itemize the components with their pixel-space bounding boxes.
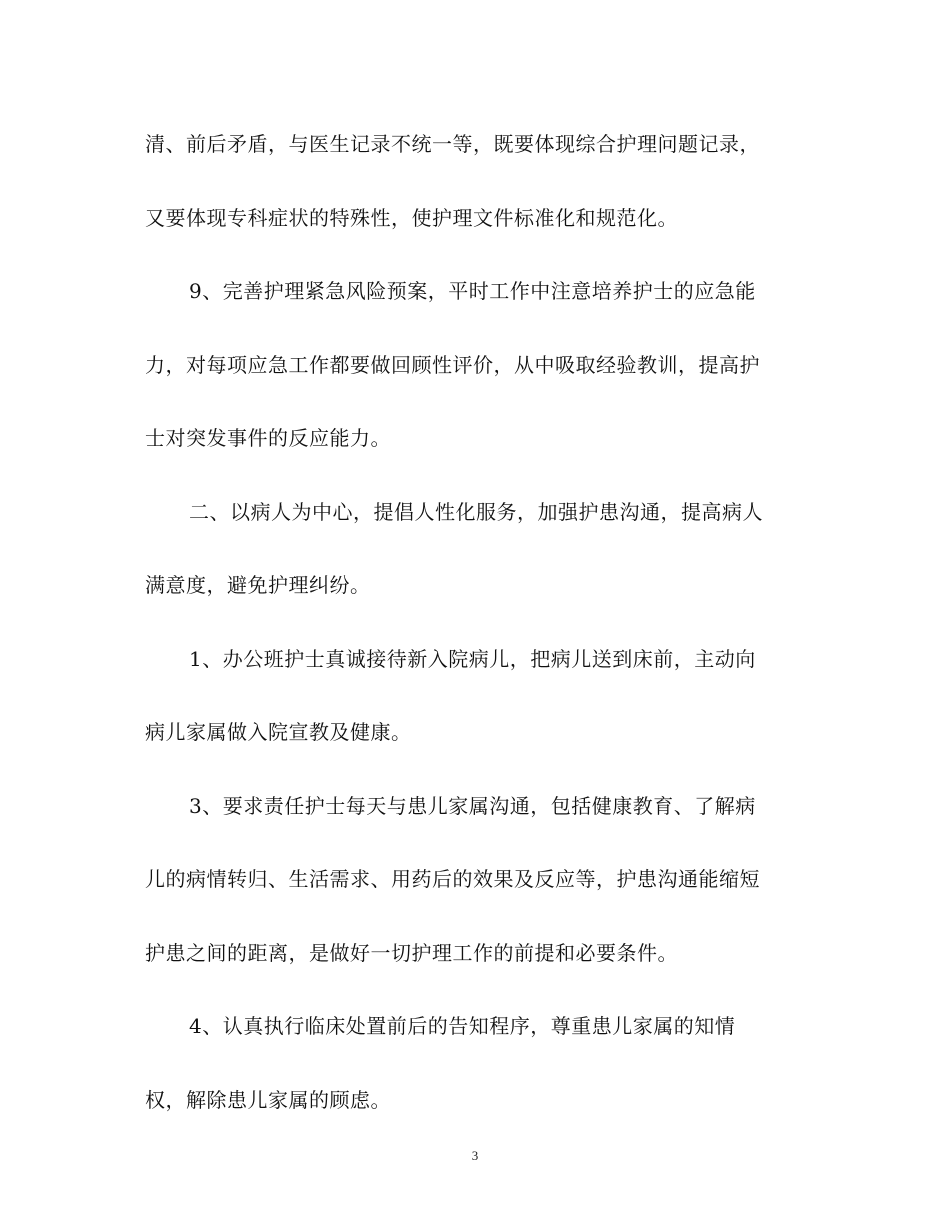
paragraph-start-line: 3、要求责任护士每天与患儿家属沟通，包括健康教育、了解病: [189, 793, 756, 818]
page-number: 3: [471, 1148, 479, 1163]
text-line: 清、前后矛盾，与医生记录不统一等，既要体现综合护理问题记录，: [145, 132, 760, 156]
paragraph-start-line: 4、认真执行临床处置前后的告知程序，尊重患儿家属的知情: [189, 1014, 736, 1038]
text-line: 病儿家属做入院宣教及健康。: [145, 720, 412, 744]
paragraph-start-line: 1、办公班护士真诚接待新入院病儿，把病儿送到床前，主动向: [189, 646, 756, 671]
paragraph-start-line: 9、完善护理紧急风险预案，平时工作中注意培养护士的应急能: [189, 279, 756, 303]
text-line: 护患之间的距离，是做好一切护理工作的前提和必要条件。: [145, 940, 678, 965]
text-line: 又要体现专科症状的特殊性，使护理文件标准化和规范化。: [145, 205, 678, 230]
text-line: 满意度，避免护理纠纷。: [145, 573, 371, 597]
text-line: 权，解除患儿家属的顾虑。: [145, 1087, 391, 1112]
text-line: 儿的病情转归、生活需求、用药后的效果及反应等，护患沟通能缩短: [145, 867, 760, 891]
body-text: [145, 118, 815, 1147]
section-heading-line: 二、以病人为中心，提倡人性化服务，加强护患沟通，提高病人: [189, 499, 763, 524]
text-line: 士对突发事件的反应能力。: [145, 426, 391, 450]
text-line: 力，对每项应急工作都要做回顾性评价，从中吸取经验教训，提高护: [145, 352, 760, 377]
